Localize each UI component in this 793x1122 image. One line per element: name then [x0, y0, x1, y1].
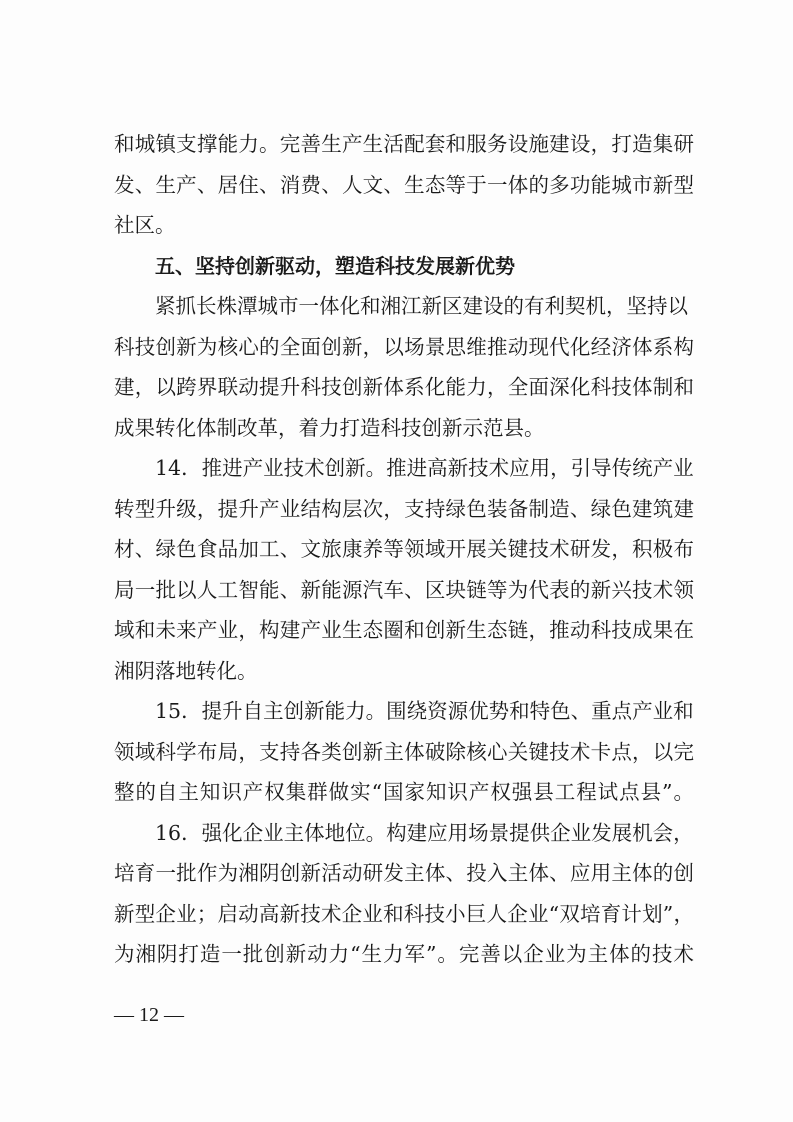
- paragraph-first-line: 紧抓长株潭城市一体化和湘江新区建设的有利契机，坚持以: [155, 294, 688, 318]
- paragraph-line: 整的自主知识产权集群做实“国家知识产权强县工程试点县”。: [114, 780, 694, 804]
- paragraph-line: 局一批以人工智能、新能源汽车、区块链等为代表的新兴技术领: [114, 577, 694, 602]
- paragraph-line: 科技创新为核心的全面创新，以场景思维推动现代化经济体系构: [114, 334, 694, 359]
- paragraph-line: 域和未来产业，构建产业生态圈和创新生态链，推动科技成果在: [114, 618, 694, 642]
- paragraph-first-line: 15．提升自主创新能力。围绕资源优势和特色、重点产业和: [155, 699, 694, 723]
- paragraph-line: 发、生产、居住、消费、人文、生态等于一体的多功能城市新型: [114, 172, 694, 197]
- paragraph-line: 为湘阴打造一批创新动力“生力军”。完善以企业为主体的技术: [114, 942, 694, 966]
- paragraph-first-line: 16．强化企业主体地位。构建应用场景提供企业发展机会，: [155, 820, 694, 845]
- paragraph-line: 建，以跨界联动提升科技创新体系化能力，全面深化科技体制和: [114, 375, 694, 399]
- page-number: — 12 —: [114, 1004, 184, 1026]
- section-heading: 五、坚持创新驱动，塑造科技发展新优势: [155, 253, 515, 278]
- body-text: [114, 124, 694, 975]
- paragraph-line: 新型企业；启动高新技术企业和科技小巨人企业“双培育计划”，: [114, 901, 694, 926]
- paragraph-line: 领域科学布局，支持各类创新主体破除核心关键技术卡点，以完: [114, 739, 694, 764]
- paragraph-last-line: 社区。: [114, 213, 176, 237]
- paragraph-first-line: 14．推进产业技术创新。推进高新技术应用，引导传统产业: [155, 456, 694, 480]
- paragraph-line: 材、绿色食品加工、文旅康养等领域开展关键技术研发，积极布: [114, 537, 694, 561]
- paragraph-last-line: 湘阴落地转化。: [114, 658, 258, 683]
- paragraph-last-line: 成果转化体制改革，着力打造科技创新示范县。: [114, 415, 545, 440]
- paragraph-line: 转型升级，提升产业结构层次，支持绿色装备制造、绿色建筑建: [114, 496, 694, 521]
- paragraph-line: 培育一批作为湘阴创新活动研发主体、投入主体、应用主体的创: [114, 861, 694, 885]
- paragraph-line: 和城镇支撑能力。完善生产生活配套和服务设施建设，打造集研: [114, 132, 694, 156]
